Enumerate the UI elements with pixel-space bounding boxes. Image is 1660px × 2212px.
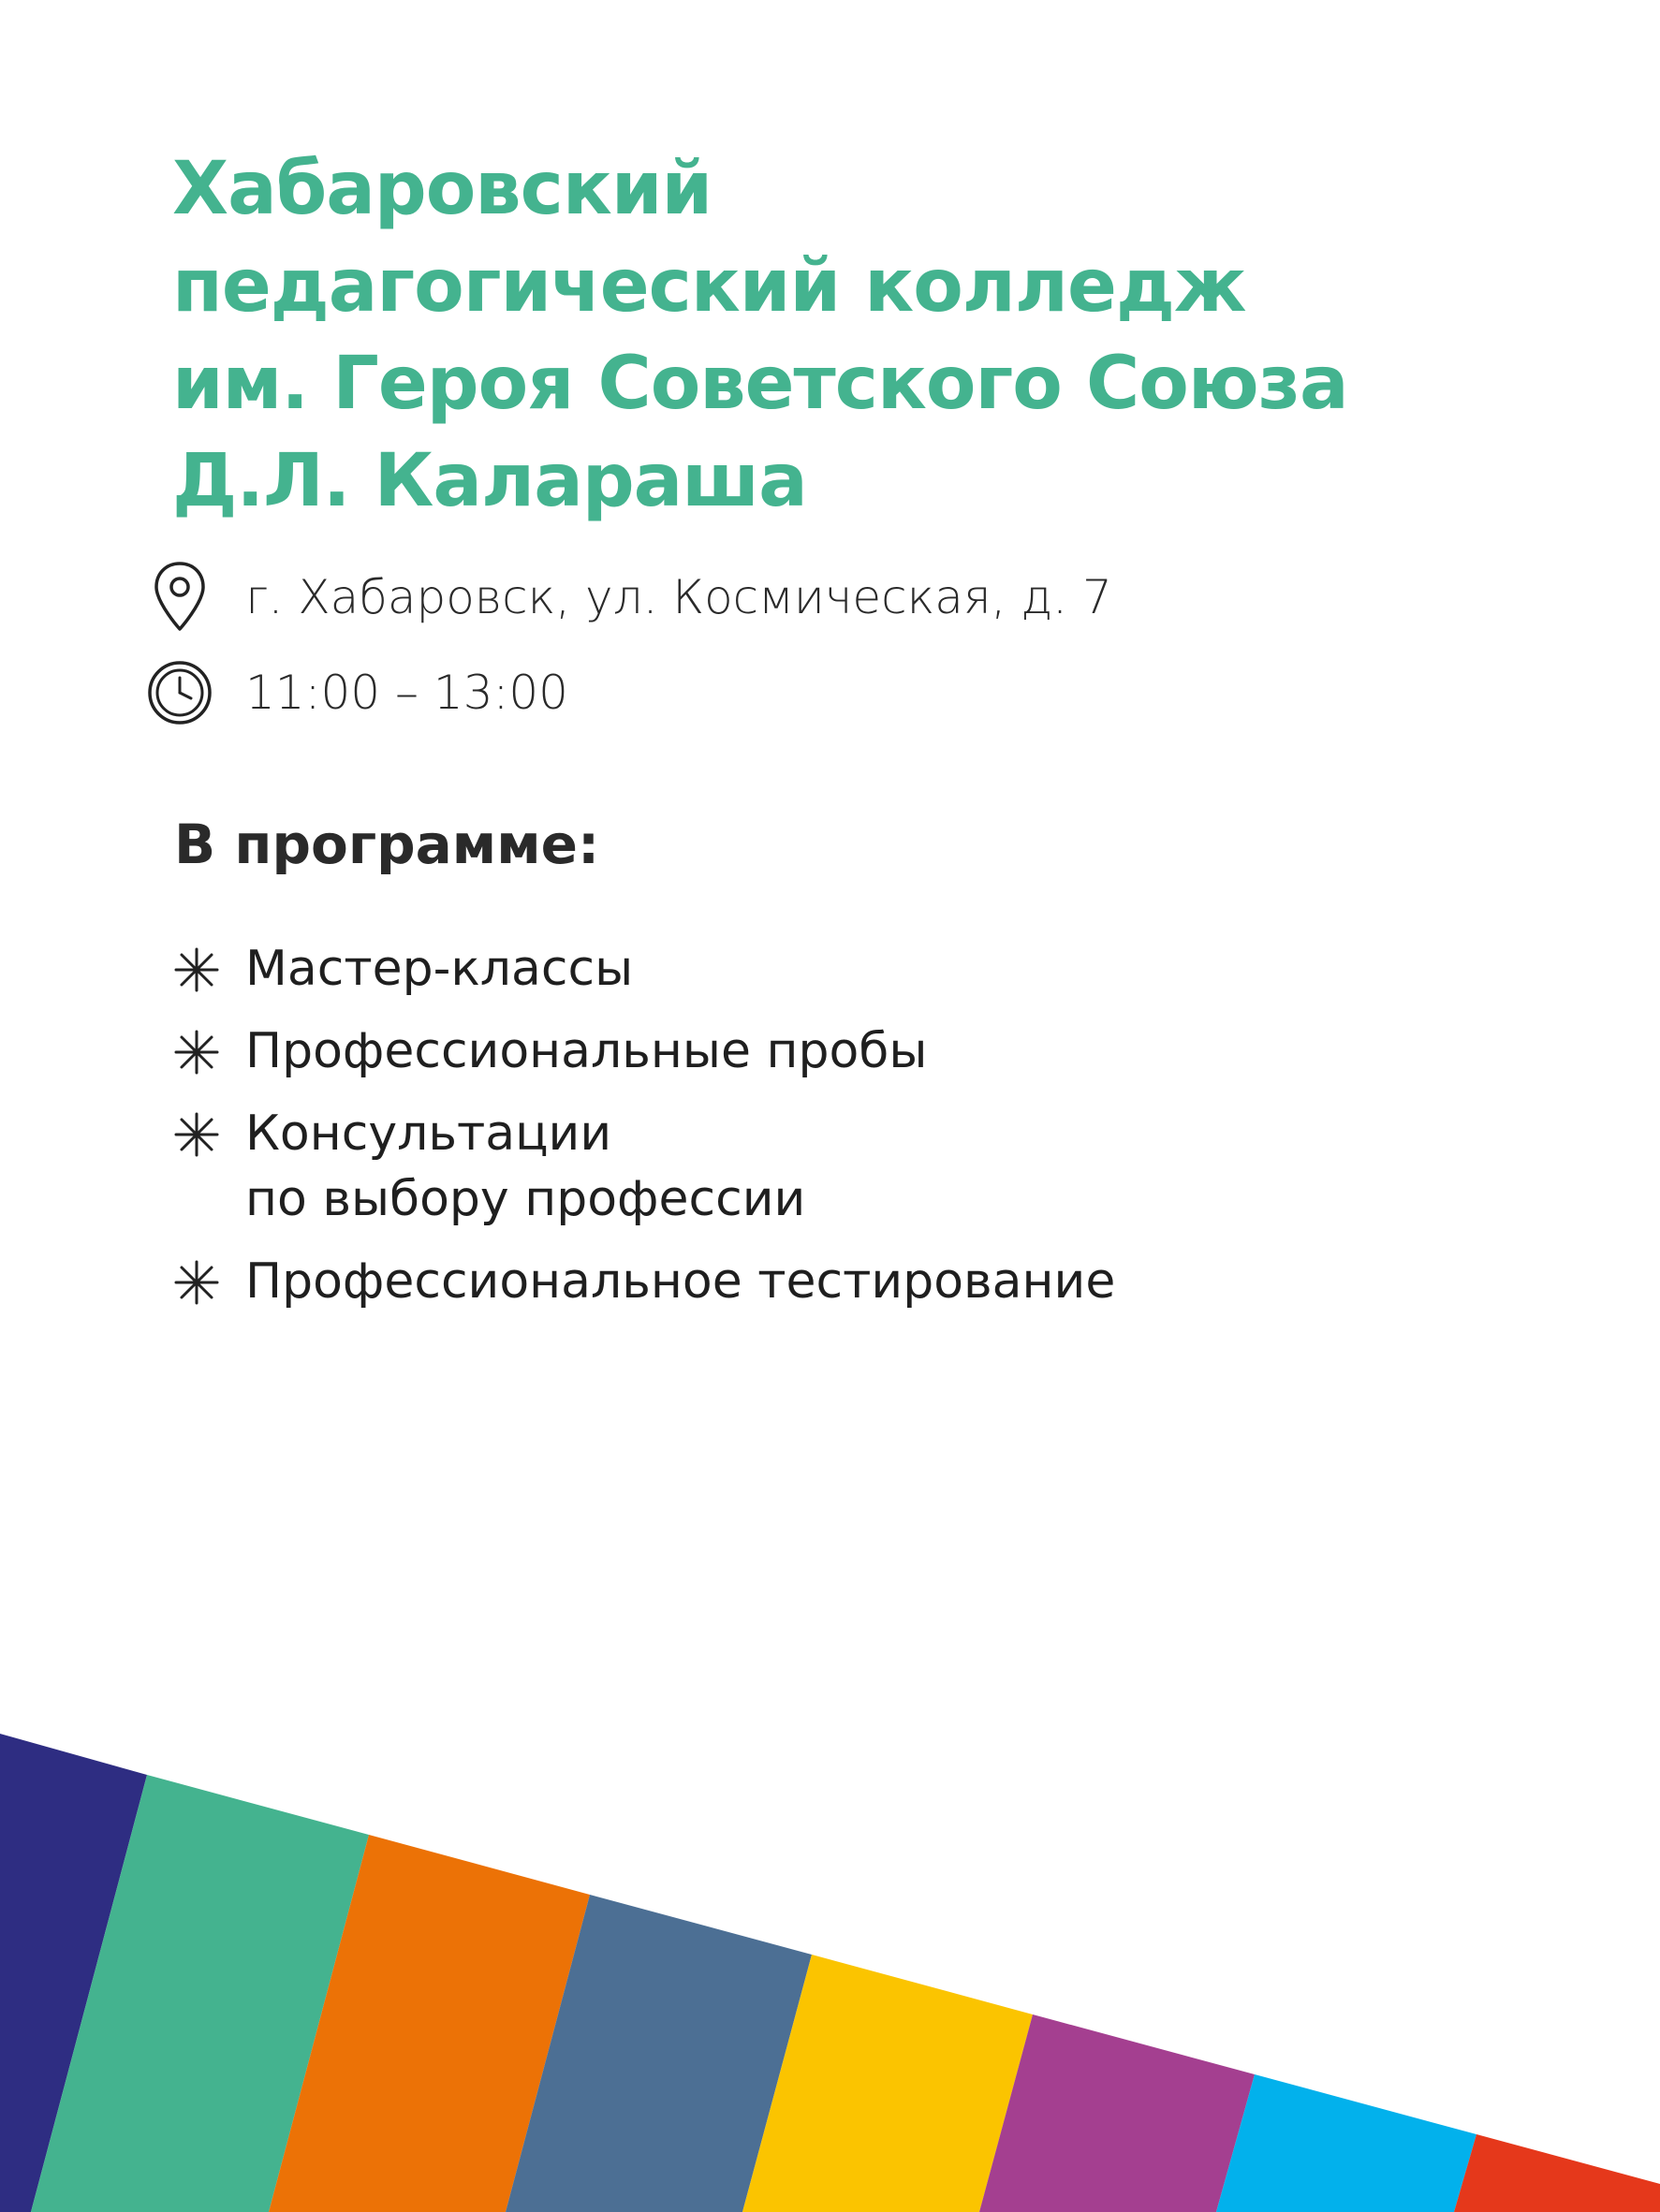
title-line-1: Хабаровский: [172, 147, 712, 231]
asterisk-icon: [172, 1110, 221, 1159]
program-item: [172, 1018, 1115, 1084]
program-item: [172, 1101, 1115, 1232]
program-item: [172, 936, 1115, 1002]
program-item: [172, 1249, 1115, 1314]
title-line-4: Д.Л. Калараша: [172, 439, 807, 523]
asterisk-icon: [172, 945, 221, 994]
time-text: 11:00 – 13:00: [245, 666, 568, 720]
stripe-red: [1454, 2134, 1660, 2212]
title-line-2: педагогический колледж: [172, 244, 1246, 329]
clock-icon: [140, 653, 219, 732]
time-row: [140, 653, 568, 732]
decorative-stripes: [0, 1722, 1660, 2212]
program-heading: В программе:: [174, 813, 600, 876]
program-list: [172, 936, 1115, 1331]
asterisk-icon: [172, 1028, 221, 1077]
title-line-3: им. Героя Советского Союза: [172, 342, 1348, 426]
stripe-blue: [1216, 2074, 1476, 2212]
program-item-label: Мастер-классы: [245, 941, 634, 997]
page-title: [172, 140, 1577, 530]
map-pin-icon: [140, 558, 219, 637]
address-row: [140, 558, 1112, 637]
address-text: г. Хабаровск, ул. Космическая, д. 7: [245, 570, 1112, 624]
program-item-label: Консультации по выбору профессии: [245, 1106, 806, 1227]
program-item-label: Профессиональные пробы: [245, 1023, 928, 1079]
program-item-label: Профессиональное тестирование: [245, 1253, 1116, 1310]
asterisk-icon: [172, 1258, 221, 1307]
